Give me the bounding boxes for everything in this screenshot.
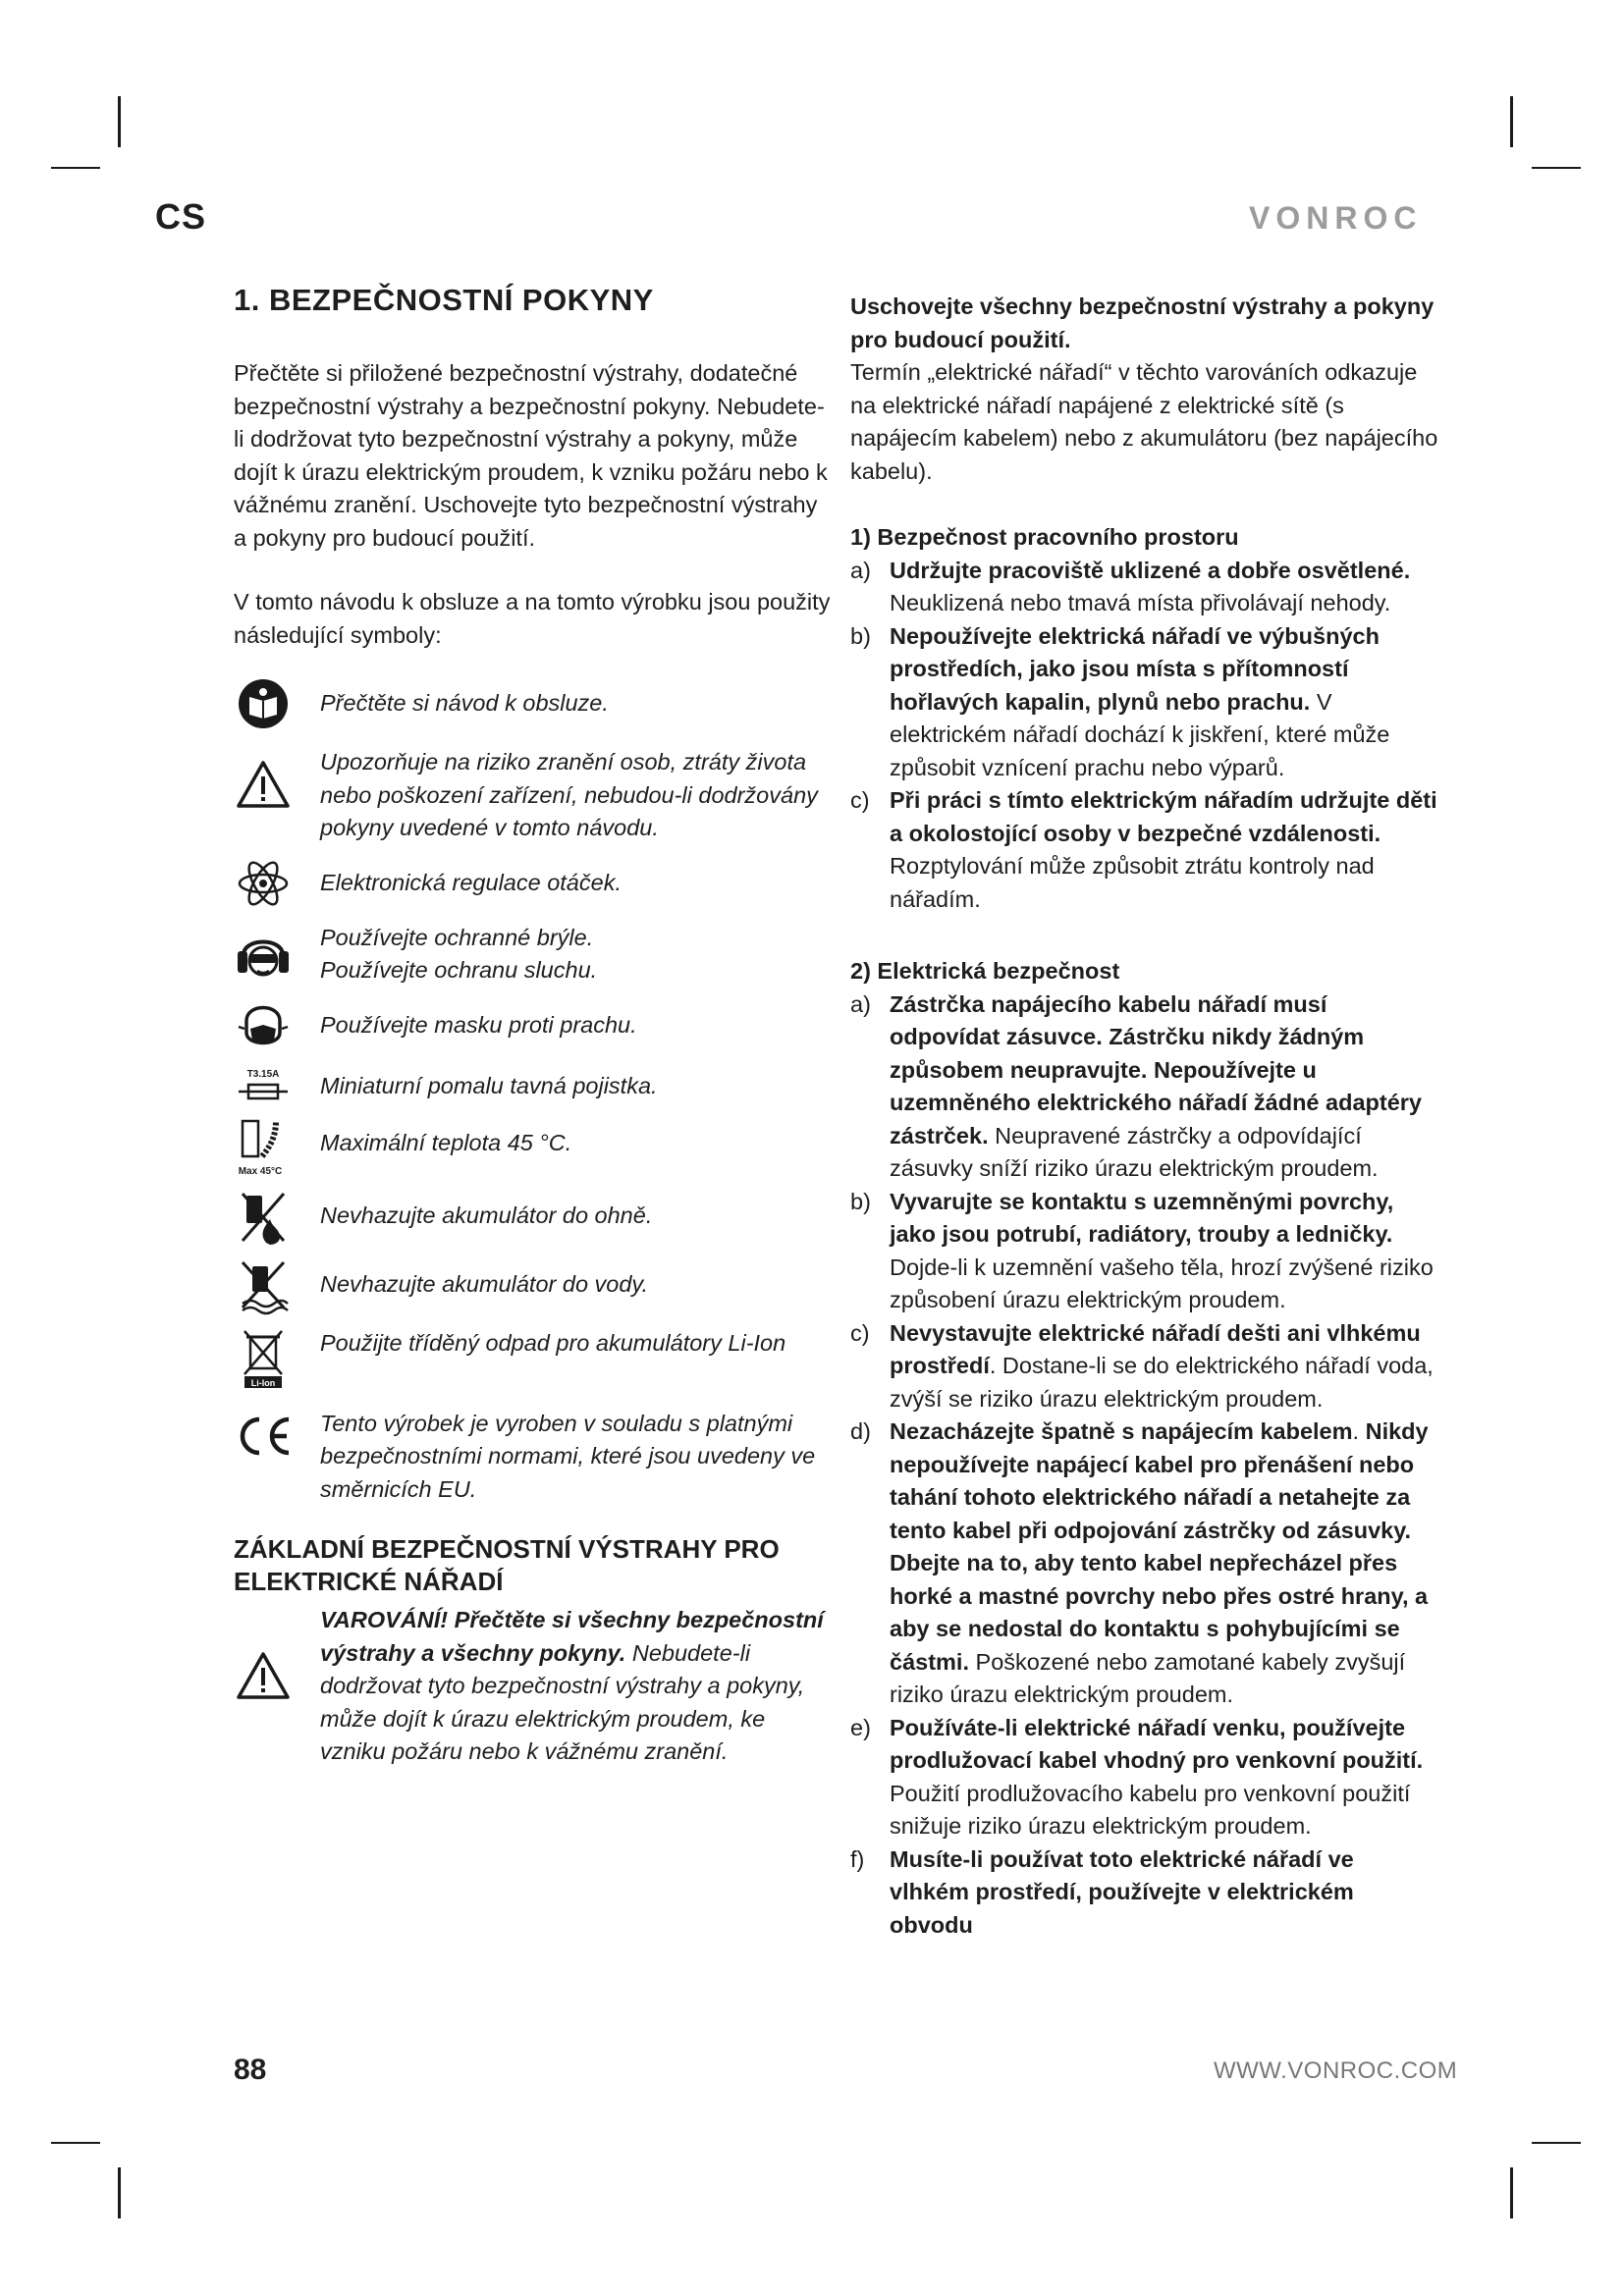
- goggles-earmuffs-icon: [236, 928, 291, 985]
- symbol-row: [234, 1190, 835, 1247]
- section-heading: 1) Bezpečnost pracovního prostoru: [850, 524, 1239, 550]
- symbol-row: [234, 1408, 835, 1507]
- symbol-row: [234, 857, 835, 910]
- item-letter: c): [850, 787, 870, 813]
- item-body: [890, 1186, 1439, 1317]
- item-body: [890, 555, 1439, 620]
- ce-mark-icon: [234, 1415, 293, 1457]
- warning-bold: VAROVÁNÍ! Přečtěte si všechny bezpečnostní výstrahy a všechny pokyny.: [320, 1607, 824, 1666]
- recycle-bin-icon: [237, 1327, 290, 1390]
- symbol-text: Použijte tříděný odpad pro akumulátory Li-Ion: [320, 1329, 786, 1356]
- general-warnings-title: ZÁKLADNÍ BEZPEČNOSTNÍ VÝSTRAHY PRO ELEKTRICKÉ NÁŘADÍ: [234, 1534, 780, 1596]
- list-item: [850, 1712, 1439, 1843]
- item-letter: d): [850, 1418, 871, 1444]
- item-body: [890, 1843, 1439, 1943]
- item-letter: b): [850, 622, 871, 649]
- symbol-text: Nevhazujte akumulátor do ohně.: [320, 1201, 653, 1228]
- item-body: [890, 784, 1439, 916]
- item-text: Rozptylování může způsobit ztrátu kontroly nad nářadím.: [890, 853, 1375, 912]
- symbol-row: [234, 1258, 835, 1315]
- no-fire-battery-icon: [237, 1190, 290, 1247]
- warning-triangle-icon: [236, 1651, 291, 1700]
- no-water-battery-icon: [237, 1258, 290, 1315]
- item-body: [890, 1712, 1439, 1843]
- item-bold-text: Nepoužívejte elektrická nářadí ve výbušných prostředích, jako jsou místa s přítomností hořlavých kapalin, plynů nebo prachu.: [890, 622, 1380, 715]
- language-code: CS: [155, 196, 207, 237]
- electrical-safety-list: [850, 988, 1439, 1943]
- symbol-text: Maximální teplota 45 °C.: [320, 1129, 572, 1155]
- item-body: [890, 988, 1439, 1186]
- list-item: [850, 1317, 1439, 1416]
- recycle-bin-label: Li-Ion: [250, 1377, 276, 1388]
- warning-triangle-icon: [236, 760, 291, 809]
- item-bold-text: Musíte-li používat toto elektrické nářadí ve vlhkém prostředí, používejte v elektrickém obvodu: [890, 1845, 1354, 1938]
- crop-mark: [1510, 96, 1513, 147]
- list-item: [850, 988, 1439, 1186]
- work-area-safety-list: [850, 555, 1439, 917]
- page-number: 88: [234, 2054, 267, 2086]
- item-body: [890, 1415, 1439, 1712]
- crop-mark: [1510, 2167, 1513, 2218]
- list-item: [850, 1843, 1439, 1943]
- right-column: [850, 291, 1439, 1942]
- item-bold-text: Nevystavujte elektrické nářadí dešti ani vlhkému prostředí: [890, 1319, 1421, 1378]
- symbol-text: Nevhazujte akumulátor do vody.: [320, 1270, 648, 1297]
- item-bold-text: Udržujte pracoviště uklizené a dobře osvětlené.: [890, 557, 1411, 583]
- keep-bold: Uschovejte všechny bezpečnostní výstrahy a pokyny pro budoucí použití.: [850, 294, 1435, 352]
- item-letter: e): [850, 1714, 871, 1740]
- dust-mask-icon: [237, 999, 290, 1054]
- symbol-text: Elektronická regulace otáček.: [320, 869, 622, 895]
- section-title: 1. BEZPEČNOSTNÍ POKYNY: [234, 283, 654, 317]
- symbol-row: [234, 677, 835, 730]
- item-text: Poškozené nebo zamotané kabely zvyšují riziko úrazu elektrickým proudem.: [890, 1648, 1406, 1707]
- fuse-icon: [237, 1066, 290, 1105]
- crop-mark: [51, 167, 100, 169]
- item-letter: a): [850, 990, 871, 1017]
- keep-instructions: [850, 291, 1439, 488]
- section-heading: 2) Elektrická bezpečnost: [850, 958, 1120, 984]
- symbol-row: [234, 999, 835, 1054]
- crop-mark: [118, 96, 121, 147]
- item-text: V elektrickém nářadí dochází k jiskření, které může způsobit vznícení prachu nebo výparů.: [890, 688, 1390, 780]
- warning-text: [320, 1604, 835, 1769]
- item-bold-text: Při práci s tímto elektrickým nářadím udržujte děti a okolostojící osoby v bezpečné vzdálenosti.: [890, 787, 1437, 846]
- max-temperature-label: Max 45°C: [238, 1165, 283, 1177]
- symbol-row: [234, 1327, 835, 1390]
- footer-url: WWW.VONROC.COM: [1214, 2057, 1458, 2084]
- intro-paragraph: Přečtěte si přiložené bezpečnostní výstrahy, dodatečné bezpečnostní výstrahy a bezpečnostní pokyny. Nebudete-li dodržovat tyto bezpečnostní výstrahy a pokyny, může dojít k úrazu elektrickým proudem, k vzniku požáru nebo k vážnému zranění. Uschovejte tyto bezpečnostní výstrahy a pokyny pro budoucí použití.: [234, 360, 828, 551]
- crop-mark: [118, 2167, 121, 2218]
- item-letter: a): [850, 557, 871, 583]
- warning-block: [234, 1604, 835, 1769]
- item-text: .: [1352, 1418, 1360, 1444]
- list-item: [850, 1415, 1439, 1712]
- symbol-row: [234, 922, 835, 988]
- item-text: Neupravené zástrčky a odpovídající zásuvky sníží riziko úrazu elektrickým proudem.: [890, 1122, 1379, 1181]
- item-body: [890, 1317, 1439, 1416]
- symbol-text: Přečtěte si návod k obsluze.: [320, 690, 609, 716]
- symbol-text: Upozorňuje na riziko zranění osob, ztráty života nebo poškození zařízení, nebudou-li dodržovány pokyny uvedené v tomto návodu.: [320, 749, 818, 840]
- symbol-row: [234, 1117, 835, 1178]
- symbol-row: [234, 746, 835, 845]
- left-column: [234, 283, 835, 1769]
- item-letter: c): [850, 1319, 870, 1346]
- item-letter: b): [850, 1188, 871, 1214]
- symbol-text: Používejte masku proti prachu.: [320, 1011, 637, 1038]
- item-letter: f): [850, 1845, 865, 1872]
- keep-text: Termín „elektrické nářadí“ v těchto varováních odkazuje na elektrické nářadí napájené z elektrické sítě (s napájecím kabelem) nebo z akumulátoru (bez napájecího kabelu).: [850, 359, 1438, 484]
- item-text: Neuklizená nebo tmavá místa přivolávají nehody.: [890, 590, 1391, 615]
- electronic-speed-icon: [237, 857, 290, 910]
- brand-logo: VONROC: [1249, 200, 1423, 236]
- symbol-row: [234, 1066, 835, 1105]
- crop-mark: [1532, 2142, 1581, 2144]
- item-bold-text: Vyvarujte se kontaktu s uzemněnými povrchy, jako jsou potrubí, radiátory, trouby a ledničky.: [890, 1188, 1394, 1247]
- read-manual-icon: [237, 677, 290, 730]
- list-item: [850, 1186, 1439, 1317]
- item-bold-text: Zástrčka napájecího kabelu nářadí musí odpovídat zásuvce. Zástrčku nikdy žádným způsobem neupravujte. Nepoužívejte u uzemněného elektrického nářadí žádné adaptéry zástrček.: [890, 990, 1422, 1148]
- max-temperature-icon: [237, 1117, 290, 1178]
- item-text: Dojde-li k uzemnění vašeho těla, hrozí zvýšené riziko způsobení úrazu elektrickým proudem.: [890, 1254, 1434, 1312]
- item-body: [890, 620, 1439, 785]
- crop-mark: [1532, 167, 1581, 169]
- crop-mark: [51, 2142, 100, 2144]
- item-text: . Dostane-li se do elektrického nářadí voda, zvýší se riziko úrazu elektrickým proudem.: [890, 1353, 1434, 1412]
- item-bold-text: Nikdy nepoužívejte napájecí kabel pro přenášení nebo tahání tohoto elektrického nářadí a netahejte za tento kabel při odpojování zástrčky od zásuvky. Dbejte na to, aby tento kabel nepřecházel přes horké a mastné povrchy nebo přes ostré hrany, a aby se nedostal do kontaktu s pohybujícími se částmi.: [890, 1418, 1429, 1675]
- list-item: [850, 555, 1439, 620]
- warning-rest: Nebudete-li dodržovat tyto bezpečnostní výstrahy a pokyny, může dojít k úrazu elektrickým proudem, ke vzniku požáru nebo k vážnému zranění.: [320, 1639, 805, 1764]
- fuse-rating: T3.15A: [246, 1068, 280, 1080]
- item-bold-text: Nezacházejte špatně s napájecím kabelem: [890, 1418, 1353, 1444]
- list-item: [850, 620, 1439, 785]
- symbol-text: Miniaturní pomalu tavná pojistka.: [320, 1072, 658, 1098]
- symbol-text: Používejte ochranné brýle. Používejte ochranu sluchu.: [320, 924, 598, 983]
- symbol-text: Tento výrobek je vyroben v souladu s platnými bezpečnostními normami, které jsou uvedeny ve směrnicích EU.: [320, 1410, 816, 1502]
- list-item: [850, 784, 1439, 916]
- item-text: Použití prodlužovacího kabelu pro venkovní použití snižuje riziko úrazu elektrickým proudem.: [890, 1780, 1411, 1839]
- symbols-intro: V tomto návodu k obsluze a na tomto výrobku jsou použity následující symboly:: [234, 589, 831, 648]
- item-bold-text: Používáte-li elektrické nářadí venku, používejte prodlužovací kabel vhodný pro venkovní použití.: [890, 1714, 1424, 1773]
